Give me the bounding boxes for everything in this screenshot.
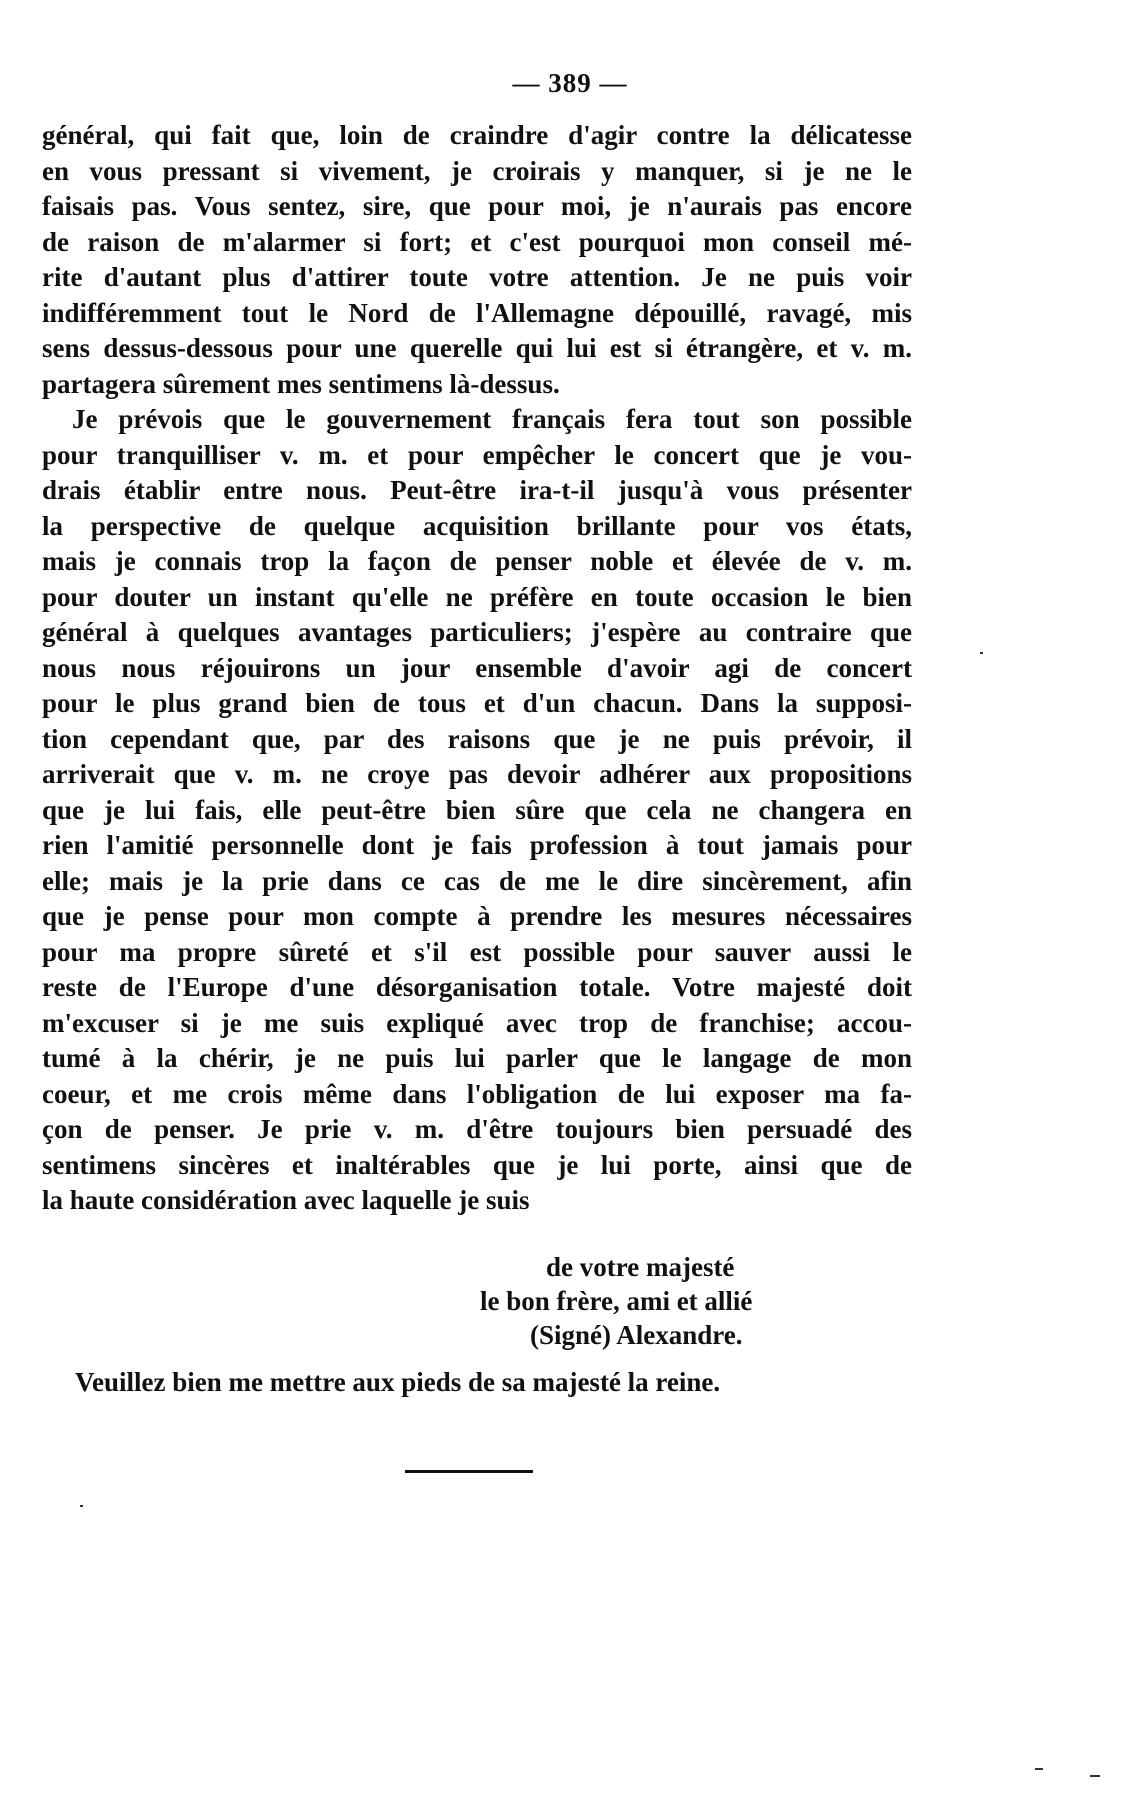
- text-line: pour douter un instant qu'elle ne préfère en toute occasion le bien: [42, 581, 912, 612]
- letter-body: [42, 118, 912, 1219]
- text-line: partagera sûrement mes sentimens là-dessus.: [42, 368, 560, 399]
- end-rule-divider: [405, 1470, 533, 1473]
- text-line: mais je connais trop la façon de penser noble et élevée de v. m.: [42, 546, 912, 576]
- print-speck: [1090, 1775, 1100, 1777]
- text-line: indifféremment tout le Nord de l'Allemagne dépouillé, ravagé, mis: [42, 297, 912, 328]
- text-line: drais établir entre nous. Peut-être ira-t-il jusqu'à vous présenter: [42, 475, 912, 505]
- print-speck: [80, 1505, 83, 1507]
- text-line: sens dessus-dessous pour une querelle qui lui est si étrangère, et v. m.: [42, 333, 912, 363]
- text-line: pour le plus grand bien de tous et d'un chacun. Dans la supposi-: [42, 688, 912, 718]
- print-speck: [1035, 1768, 1043, 1770]
- text-line: de raison de m'alarmer si fort; et c'est pourquoi mon conseil mé-: [42, 226, 912, 257]
- closing-line: de votre majesté: [546, 1252, 735, 1282]
- text-line: m'excuser si je me suis expliqué avec trop de franchise; accou-: [42, 1007, 912, 1038]
- text-line: que je pense pour mon compte à prendre les mesures nécessaires: [42, 901, 912, 931]
- text-line: la haute considération avec laquelle je suis: [42, 1185, 530, 1215]
- text-line: général à quelques avantages particuliers; j'espère au contraire que: [42, 617, 912, 647]
- text-line: tumé à la chérir, je ne puis lui parler que le langage de mon: [42, 1043, 912, 1073]
- text-line: coeur, et me crois même dans l'obligation de lui exposer ma fa-: [42, 1078, 912, 1109]
- text-line: nous nous réjouirons un jour ensemble d'avoir agi de concert: [42, 652, 912, 683]
- print-speck: [980, 652, 983, 654]
- text-line: reste de l'Europe d'une désorganisation totale. Votre majesté doit: [42, 972, 912, 1002]
- text-line: pour tranquilliser v. m. et pour empêcher le concert que je vou-: [42, 439, 912, 470]
- text-line: en vous pressant si vivement, je croirais y manquer, si je ne le: [42, 155, 912, 186]
- closing-line: le bon frère, ami et allié: [480, 1286, 753, 1316]
- text-line: çon de penser. Je prie v. m. d'être toujours bien persuadé des: [42, 1114, 912, 1144]
- text-line: Je prévois que le gouvernement français fera tout son possible: [72, 404, 912, 434]
- text-line: arriverait que v. m. ne croye pas devoir adhérer aux propositions: [42, 759, 912, 789]
- text-line: la perspective de quelque acquisition brillante pour vos états,: [42, 510, 912, 541]
- page-number: — 389 —: [512, 68, 628, 98]
- text-line: rite d'autant plus d'attirer toute votre attention. Je ne puis voir: [42, 262, 912, 292]
- signature-line: (Signé) Alexandre.: [530, 1320, 743, 1350]
- text-line: sentimens sincères et inaltérables que je lui porte, ainsi que de: [42, 1149, 912, 1180]
- postscript: Veuillez bien me mettre aux pieds de sa majesté la reine.: [75, 1367, 721, 1397]
- text-line: rien l'amitié personnelle dont je fais profession à tout jamais pour: [42, 830, 912, 860]
- text-line: faisais pas. Vous sentez, sire, que pour moi, je n'aurais pas encore: [42, 191, 912, 221]
- text-line: pour ma propre sûreté et s'il est possible pour sauver aussi le: [42, 936, 912, 967]
- text-line: général, qui fait que, loin de craindre d'agir contre la délicatesse: [42, 120, 912, 150]
- text-line: elle; mais je la prie dans ce cas de me le dire sincèrement, afin: [42, 865, 912, 896]
- text-line: tion cependant que, par des raisons que je ne puis prévoir, il: [42, 723, 912, 754]
- text-line: que je lui fais, elle peut-être bien sûre que cela ne changera en: [42, 794, 912, 825]
